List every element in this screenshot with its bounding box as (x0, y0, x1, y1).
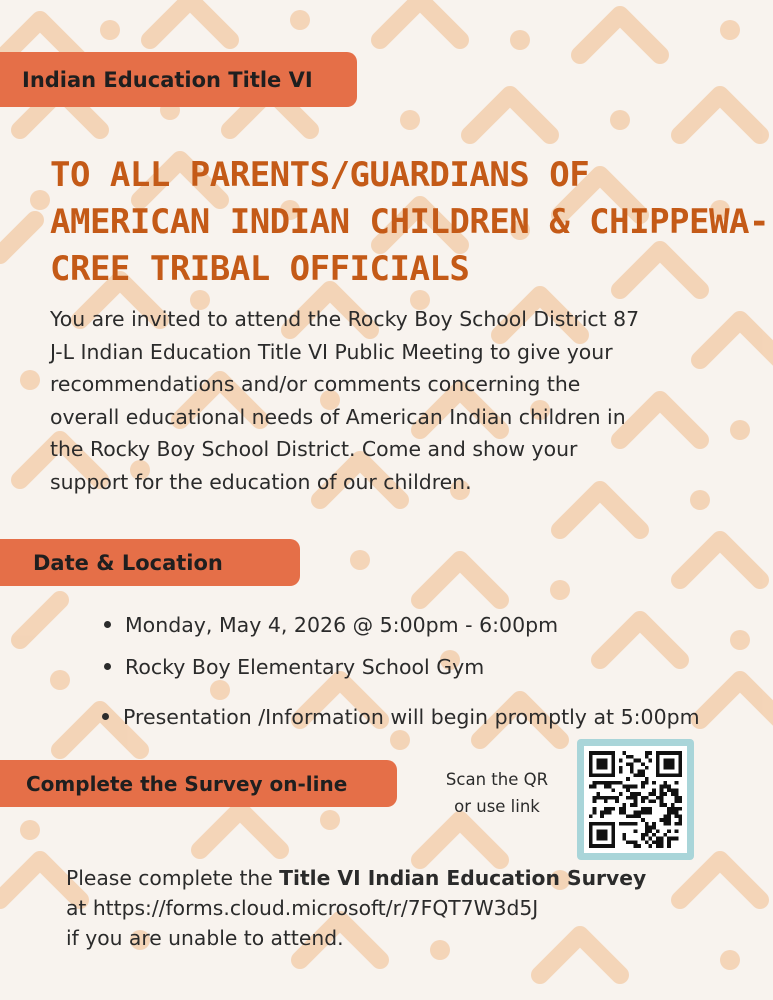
date-location-tab (0, 539, 300, 586)
page-title-line: AMERICAN INDIAN CHILDREN & CHIPPEWA- (50, 202, 769, 242)
bullet-icon (102, 713, 109, 720)
intro-line: support for the education of our children. (50, 469, 472, 494)
page-title (50, 152, 769, 293)
survey-name: Title VI Indian Education Survey (279, 866, 647, 890)
intro-line: overall educational needs of American Indian children in (50, 404, 626, 429)
intro-line: You are invited to attend the Rocky Boy School District 87 (50, 307, 640, 331)
date-location-label: Date & Location (33, 550, 223, 575)
bullet-icon (104, 663, 111, 670)
footer-text (66, 863, 766, 953)
footer-line: if you are unable to attend. (66, 926, 344, 950)
list-item: Rocky Boy Elementary School Gym (104, 655, 484, 679)
survey-tab (0, 760, 397, 807)
intro-line: the Rocky Boy School District. Come and show your (50, 437, 578, 461)
page-title-line: CREE TRIBAL OFFICIALS (50, 249, 470, 289)
intro-line: J-L Indian Education Title VI Public Meeting to give your (50, 339, 613, 364)
list-item: Monday, May 4, 2026 @ 5:00pm - 6:00pm (104, 613, 558, 637)
list-item: Presentation /Information will begin promptly at 5:00pm (102, 705, 700, 729)
header-tab (0, 52, 357, 107)
qr-code[interactable] (577, 739, 694, 860)
page-title-line: TO ALL PARENTS/GUARDIANS OF (50, 155, 590, 195)
survey-link[interactable]: at https://forms.cloud.microsoft/r/7FQT7W3d5J (66, 896, 539, 920)
intro-line: recommendations and/or comments concerning the (50, 372, 581, 396)
intro-paragraph (50, 303, 750, 498)
qr-code-icon (589, 751, 682, 848)
header-tab-label: Indian Education Title VI (22, 67, 313, 92)
survey-tab-label: Complete the Survey on-line (26, 771, 348, 796)
bullet-icon (104, 621, 111, 628)
footer-line: Please complete the Title VI Indian Education Survey (66, 866, 647, 890)
scan-instructions: Scan the QR or use link (445, 770, 549, 816)
